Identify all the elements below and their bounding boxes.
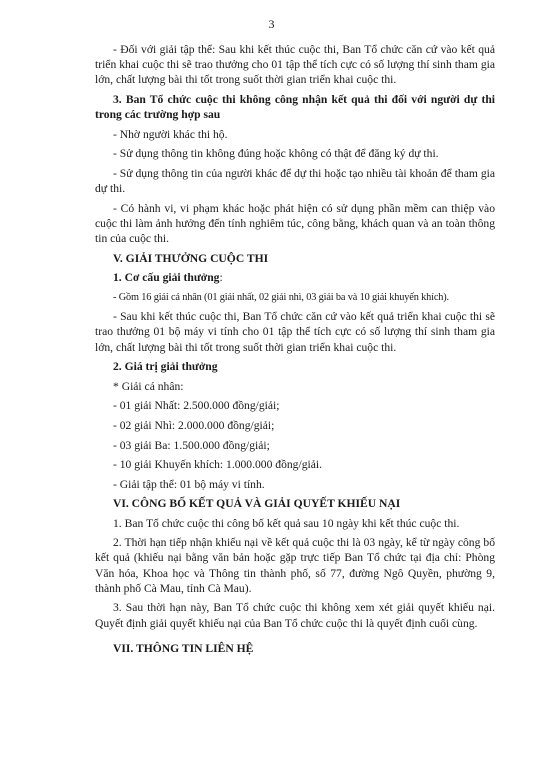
section-heading-vii: VII. THÔNG TIN LIÊN HỆ: [113, 641, 254, 655]
list-item: - 02 giải Nhì: 2.000.000 đồng/giải;: [113, 418, 275, 432]
paragraph-group-prize: - Sau khi kết thúc cuộc thi, Ban Tổ chức căn cứ vào kết quả triển khai cuộc thi sẽ trao thưởng 01 bộ máy vi tính cho 01 tập thể tích cực có số lượng thí sinh tham gia lớn, chất lượng bài thi tốt trong suốt thời gian triển khai cuộc thi.: [95, 310, 495, 354]
paragraph-group-award: - Đối với giải tập thể: Sau khi kết thúc cuộc thi, Ban Tổ chức căn cứ vào kết quả triển khai cuộc thi sẽ trao thưởng cho 01 tập thể tích cực có số lượng thí sinh tham gia lớn, chất lượng bài thi tốt trong suốt thời gian triển khai cuộc thi.: [95, 43, 495, 87]
section-heading-v: V. GIẢI THƯỞNG CUỘC THI: [113, 251, 269, 265]
list-item: - Nhờ người khác thi hộ.: [113, 127, 228, 141]
section-heading-vi: VI. CÔNG BỐ KẾT QUẢ VÀ GIẢI QUYẾT KHIẾU NẠI: [113, 497, 401, 511]
paragraph: 1. Ban Tổ chức cuộc thi công bố kết quả sau 10 ngày khi kết thúc cuộc thi.: [113, 516, 460, 530]
list-item: * Giải cá nhân:: [113, 379, 184, 393]
document-body: [95, 42, 495, 660]
page-number: 3: [268, 17, 275, 31]
list-item: - 10 giải Khuyến khích: 1.000.000 đồng/giải.: [113, 458, 322, 472]
subsection-heading-2: 2. Giá trị giải thưởng: [113, 360, 218, 374]
paragraph: 2. Thời hạn tiếp nhận khiếu nại về kết quả cuộc thi là 03 ngày, kể từ ngày công bố kết quả (khiếu nại bằng văn bản hoặc gặp trực tiếp Ban Tổ chức tại địa chỉ: Phòng Văn hóa, Khoa học và Thông tin thành phố, số 77, đường Ngô Quyền, phường 9, thành phố Cà Mau, tỉnh Cà Mau).: [95, 536, 495, 595]
list-item: - Có hành vi, vi phạm khác hoặc phát hiện có sử dụng phần mềm can thiệp vào cuộc thi làm ảnh hưởng đến tính nghiêm túc, công bằng, khách quan và an toàn thông tin của cuộc thi.: [95, 201, 495, 246]
subsection-heading-3: 3. Ban Tổ chức cuộc thi không công nhận kết quả thi đối với người dự thi trong các trường hợp sau: [95, 93, 495, 122]
subsection-title: 1. Cơ cấu giải thưởng: [113, 270, 220, 284]
list-item: - 03 giải Ba: 1.500.000 đồng/giải;: [113, 438, 270, 452]
list-item: - Sử dụng thông tin không đúng hoặc không có thật để đăng ký dự thi.: [113, 147, 439, 161]
paragraph: 3. Sau thời hạn này, Ban Tổ chức cuộc thi không xem xét giải quyết khiếu nại. Quyết định giải quyết khiếu nại của Ban Tổ chức cuộc thi là quyết định cuối cùng.: [95, 601, 495, 630]
subsection-heading-1: [95, 270, 495, 285]
prize-structure: - Gồm 16 giải cá nhân (01 giải nhất, 02 giải nhì, 03 giải ba và 10 giải khuyến khích).: [113, 291, 449, 303]
list-item: - Giải tập thể: 01 bộ máy vi tính.: [113, 477, 265, 491]
list-item: - Sử dụng thông tin của người khác để dự thi hoặc tạo nhiều tài khoản để tham gia dự thi.: [95, 166, 495, 196]
subsection-colon: :: [219, 270, 223, 284]
list-item: - 01 giải Nhất: 2.500.000 đồng/giải;: [113, 399, 280, 413]
